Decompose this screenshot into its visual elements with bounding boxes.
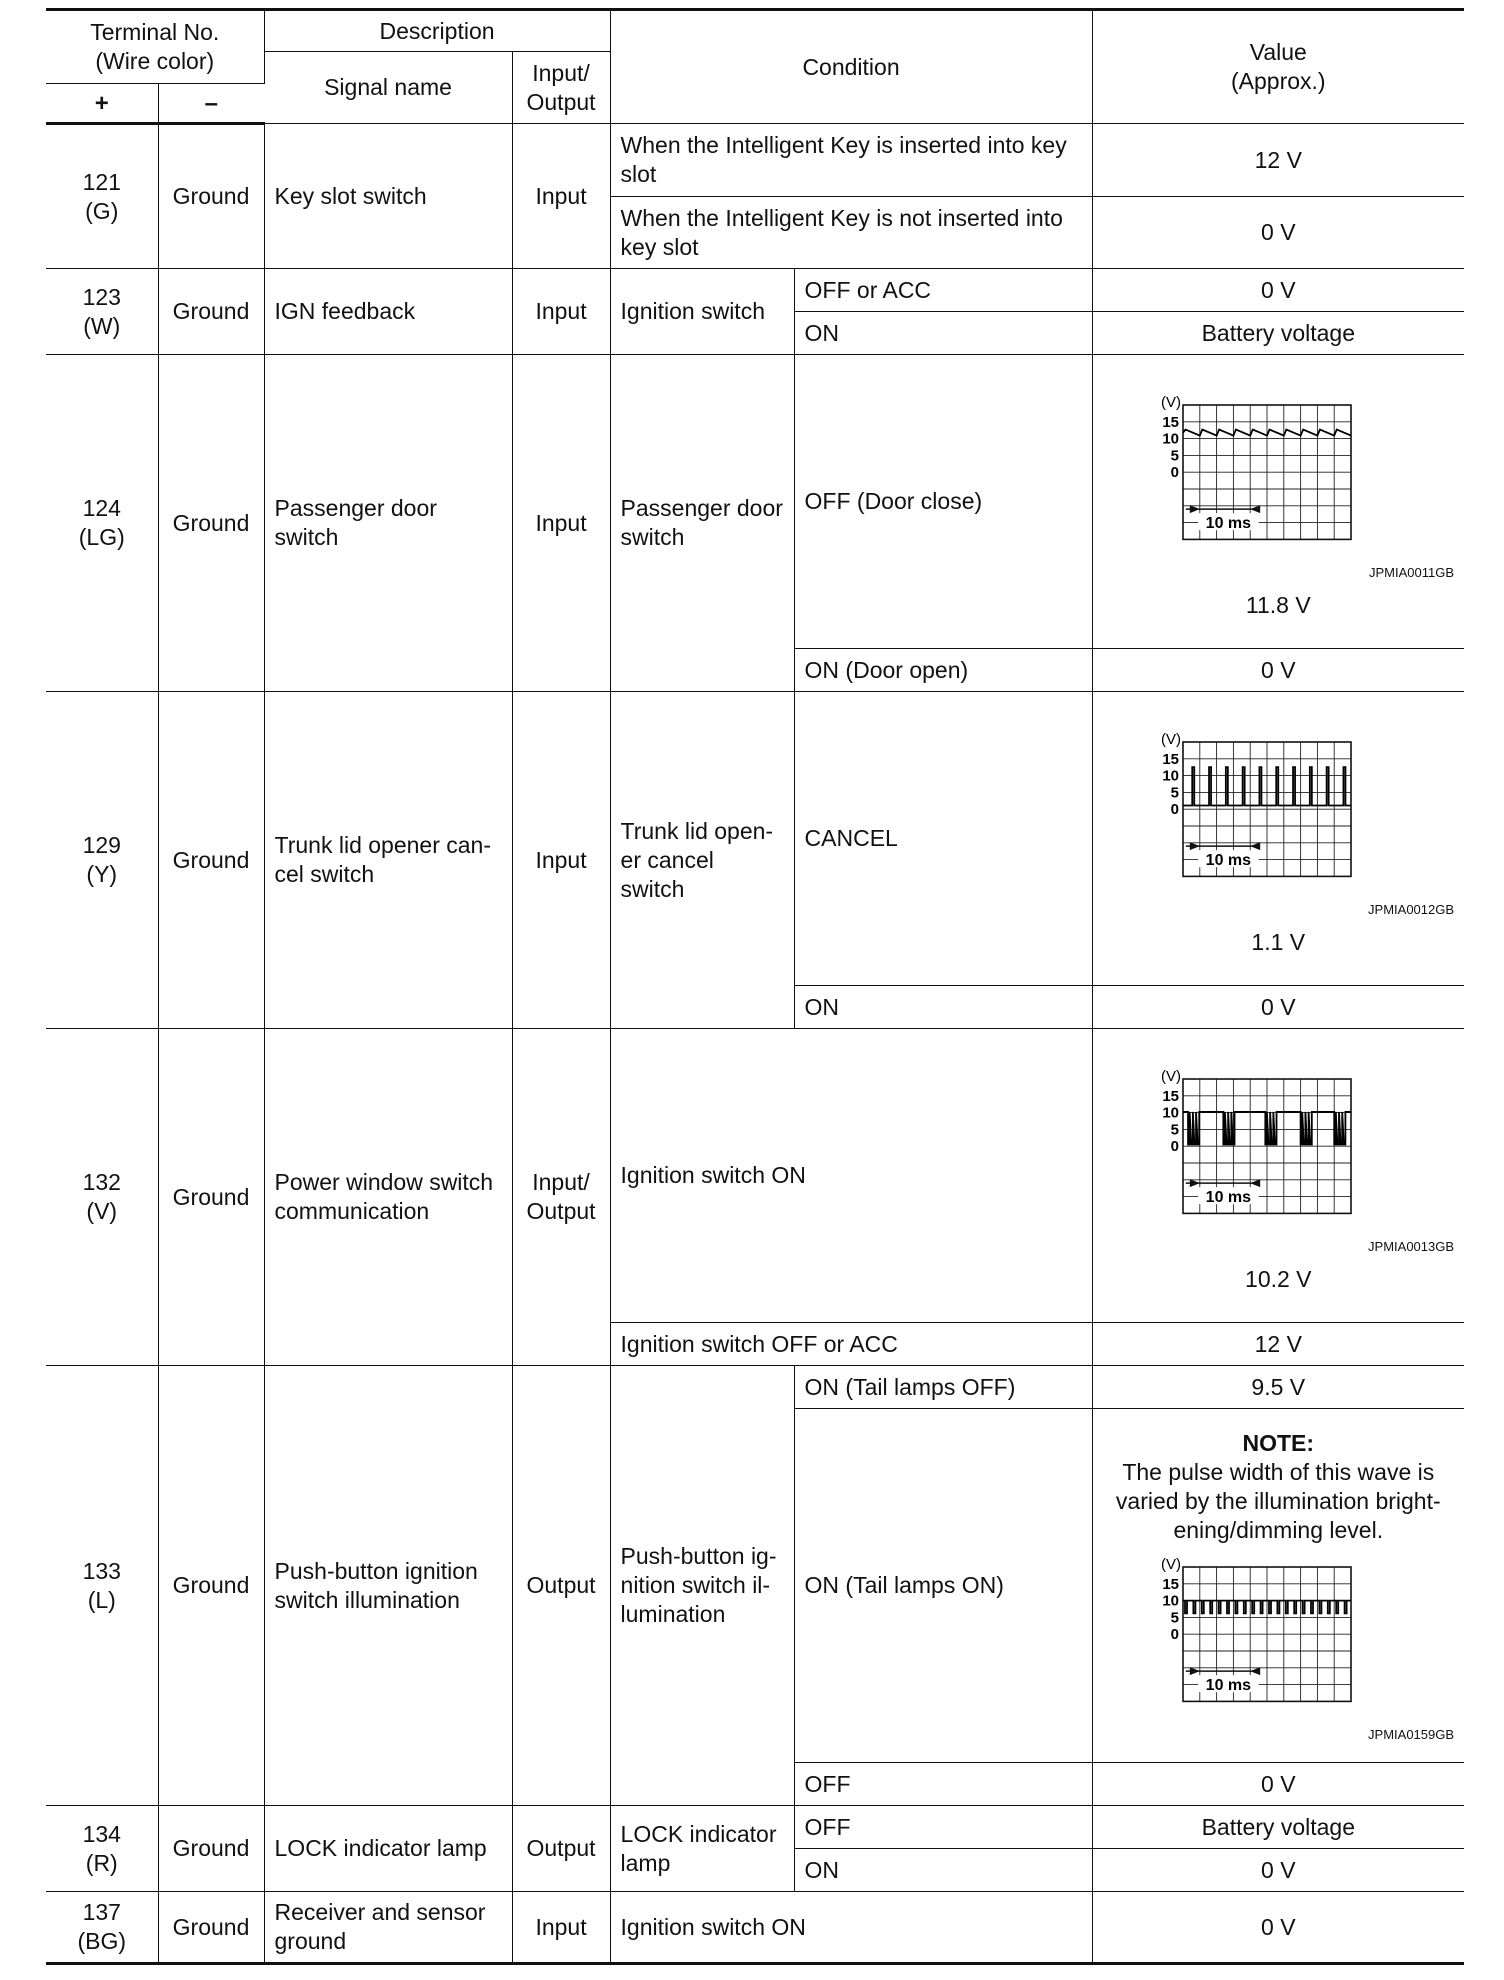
value-cell: 0 V [1092, 1849, 1464, 1892]
sub-condition-cell: OFF [794, 1806, 1092, 1849]
value-text: 11.8 V [1245, 592, 1311, 618]
unit-label: (V) [1161, 1555, 1182, 1573]
sub-condition-cell: CANCEL [794, 692, 1092, 986]
header-value [1092, 10, 1464, 124]
ground-cell: Ground [158, 355, 264, 692]
condition-cell: When the Intelligent Key is inserted into key slot [610, 124, 1092, 197]
ground-cell: Ground [158, 692, 264, 1029]
header-plus: + [46, 84, 158, 124]
signal-name: Receiver and sensor ground [264, 1892, 512, 1964]
value-cell: 12 V [1092, 124, 1464, 197]
wire-color: (G) [85, 197, 119, 224]
ground-cell: Ground [158, 1806, 264, 1892]
value-cell: 0 V [1092, 1892, 1464, 1964]
tick-label: 5 [1170, 784, 1180, 802]
tick-label: 10 [1162, 1104, 1180, 1122]
tick-label: 0 [1170, 1138, 1180, 1156]
ground-cell: Ground [158, 124, 264, 269]
signal-name: Trunk lid opener can-cel switch [264, 692, 512, 1029]
note-text: The pulse width of this wave is varied by the illumination bright-ening/dimming level. [1115, 1458, 1441, 1543]
value-text: 1.1 V [1251, 929, 1306, 955]
sub-condition-cell: OFF (Door close) [794, 355, 1092, 649]
time-scale-label: 10 ms [1205, 852, 1252, 870]
tick-label: 10 [1162, 767, 1180, 785]
terminal-number: 132 [82, 1169, 121, 1195]
header-condition: Condition [610, 10, 1092, 124]
figure-code: JPMIA0159GB [1368, 1726, 1455, 1742]
condition-cell: Trunk lid open-er cancel switch [610, 692, 794, 1029]
signal-name: LOCK indicator lamp [264, 1806, 512, 1892]
tick-label: 15 [1162, 1575, 1180, 1593]
terminal-134 [46, 1806, 158, 1892]
wire-color: (W) [83, 312, 121, 339]
wire-color: (LG) [78, 524, 125, 550]
terminal-spec-table [46, 8, 1464, 1965]
waveform-illumination [1113, 1545, 1443, 1725]
sub-condition-cell: ON [794, 312, 1092, 355]
value-cell [1092, 1029, 1464, 1323]
signal-name: Passenger door switch [264, 355, 512, 692]
header-wire-color: (Wire color) [95, 48, 215, 74]
io-cell: Input [512, 269, 610, 355]
condition-cell: Ignition switch OFF or ACC [610, 1323, 1092, 1366]
value-cell: Battery voltage [1092, 312, 1464, 355]
io-cell: Input [512, 124, 610, 269]
wire-color: (BG) [77, 1928, 127, 1954]
terminal-123 [46, 269, 158, 355]
tick-label: 0 [1170, 464, 1180, 482]
note-title: NOTE: [1242, 1429, 1315, 1456]
header-input-output: Input/ Output [512, 52, 610, 124]
terminal-number: 121 [82, 168, 121, 195]
io-cell: Output [512, 1366, 610, 1806]
tick-label: 0 [1170, 1625, 1180, 1643]
terminal-number: 133 [82, 1557, 121, 1584]
tick-label: 5 [1170, 1121, 1180, 1139]
header-value-label: Value [1249, 39, 1307, 65]
sub-condition-cell: ON (Tail lamps OFF) [794, 1366, 1092, 1409]
sub-condition-cell: ON [794, 1849, 1092, 1892]
figure-code: JPMIA0011GB [1369, 565, 1455, 580]
terminal-133 [46, 1366, 158, 1806]
value-cell [1092, 1409, 1464, 1763]
sub-condition-cell: ON (Door open) [794, 649, 1092, 692]
value-cell: 9.5 V [1092, 1366, 1464, 1409]
tick-label: 15 [1162, 750, 1180, 768]
sub-condition-cell: ON [794, 986, 1092, 1029]
terminal-number: 124 [82, 495, 121, 521]
value-cell: 0 V [1092, 1763, 1464, 1806]
waveform-power-window [1113, 1057, 1443, 1237]
figure-code: JPMIA0013GB [1368, 1239, 1455, 1254]
value-cell: Battery voltage [1092, 1806, 1464, 1849]
sub-condition-cell: OFF or ACC [794, 269, 1092, 312]
value-cell: 0 V [1092, 197, 1464, 269]
header-signal-name: Signal name [264, 52, 512, 124]
unit-label: (V) [1161, 394, 1182, 411]
ground-cell: Ground [158, 269, 264, 355]
sub-condition-cell: ON (Tail lamps ON) [794, 1409, 1092, 1763]
tick-label: 15 [1162, 1087, 1180, 1105]
wire-color: (V) [86, 1198, 118, 1224]
terminal-137 [46, 1892, 158, 1964]
terminal-132 [46, 1029, 158, 1366]
terminal-121 [46, 124, 158, 269]
value-cell: 0 V [1092, 269, 1464, 312]
tick-label: 15 [1162, 413, 1180, 431]
time-scale-label: 10 ms [1205, 515, 1252, 533]
tick-label: 5 [1170, 1608, 1180, 1626]
condition-cell: Push-button ig-nition switch il-lumination [610, 1366, 794, 1806]
waveform-trunk-cancel [1113, 720, 1443, 900]
tick-label: 5 [1170, 447, 1180, 465]
figure-code: JPMIA0012GB [1368, 902, 1455, 917]
unit-label: (V) [1161, 731, 1182, 748]
unit-label: (V) [1161, 1068, 1182, 1085]
condition-cell: Ignition switch [610, 269, 794, 355]
time-scale-label: 10 ms [1205, 1189, 1252, 1207]
terminal-number: 129 [82, 832, 121, 858]
terminal-number: 123 [82, 283, 121, 310]
wire-color: (L) [87, 1586, 116, 1613]
header-minus: – [158, 84, 264, 124]
condition-cell: Ignition switch ON [610, 1029, 1092, 1323]
ground-cell: Ground [158, 1366, 264, 1806]
condition-cell: LOCK indicator lamp [610, 1806, 794, 1892]
io-cell: Input [512, 692, 610, 1029]
value-cell: 0 V [1092, 986, 1464, 1029]
header-approx: (Approx.) [1230, 68, 1326, 94]
io-cell: Input [512, 355, 610, 692]
header-description: Description [264, 10, 610, 52]
time-scale-label: 10 ms [1205, 1676, 1252, 1694]
condition-cell: Ignition switch ON [610, 1892, 1092, 1964]
condition-cell: When the Intelligent Key is not inserted into key slot [610, 197, 1092, 269]
sub-condition-cell: OFF [794, 1763, 1092, 1806]
wire-color: (R) [85, 1849, 118, 1876]
waveform-trace [1183, 1112, 1351, 1145]
tick-label: 10 [1162, 430, 1180, 448]
io-cell: Output [512, 1806, 610, 1892]
waveform-door-switch [1113, 383, 1443, 563]
value-cell: 0 V [1092, 649, 1464, 692]
condition-cell: Passenger door switch [610, 355, 794, 692]
tick-label: 0 [1170, 801, 1180, 819]
signal-name: Push-button ignition switch illumination [264, 1366, 512, 1806]
header-terminal [46, 10, 264, 84]
value-cell [1092, 692, 1464, 986]
value-text: 10.2 V [1245, 1266, 1312, 1292]
terminal-129 [46, 692, 158, 1029]
value-cell: 12 V [1092, 1323, 1464, 1366]
signal-name: Key slot switch [264, 124, 512, 269]
tick-label: 10 [1162, 1592, 1180, 1610]
terminal-number: 134 [82, 1820, 121, 1847]
wire-color: (Y) [86, 861, 118, 887]
signal-name: Power window switch communication [264, 1029, 512, 1366]
io-cell: Input/ Output [512, 1029, 610, 1366]
value-cell [1092, 355, 1464, 649]
header-terminal-no: Terminal No. [90, 19, 220, 45]
signal-name: IGN feedback [264, 269, 512, 355]
ground-cell: Ground [158, 1029, 264, 1366]
ground-cell: Ground [158, 1892, 264, 1964]
terminal-124 [46, 355, 158, 692]
io-cell: Input [512, 1892, 610, 1964]
terminal-number: 137 [82, 1899, 121, 1925]
